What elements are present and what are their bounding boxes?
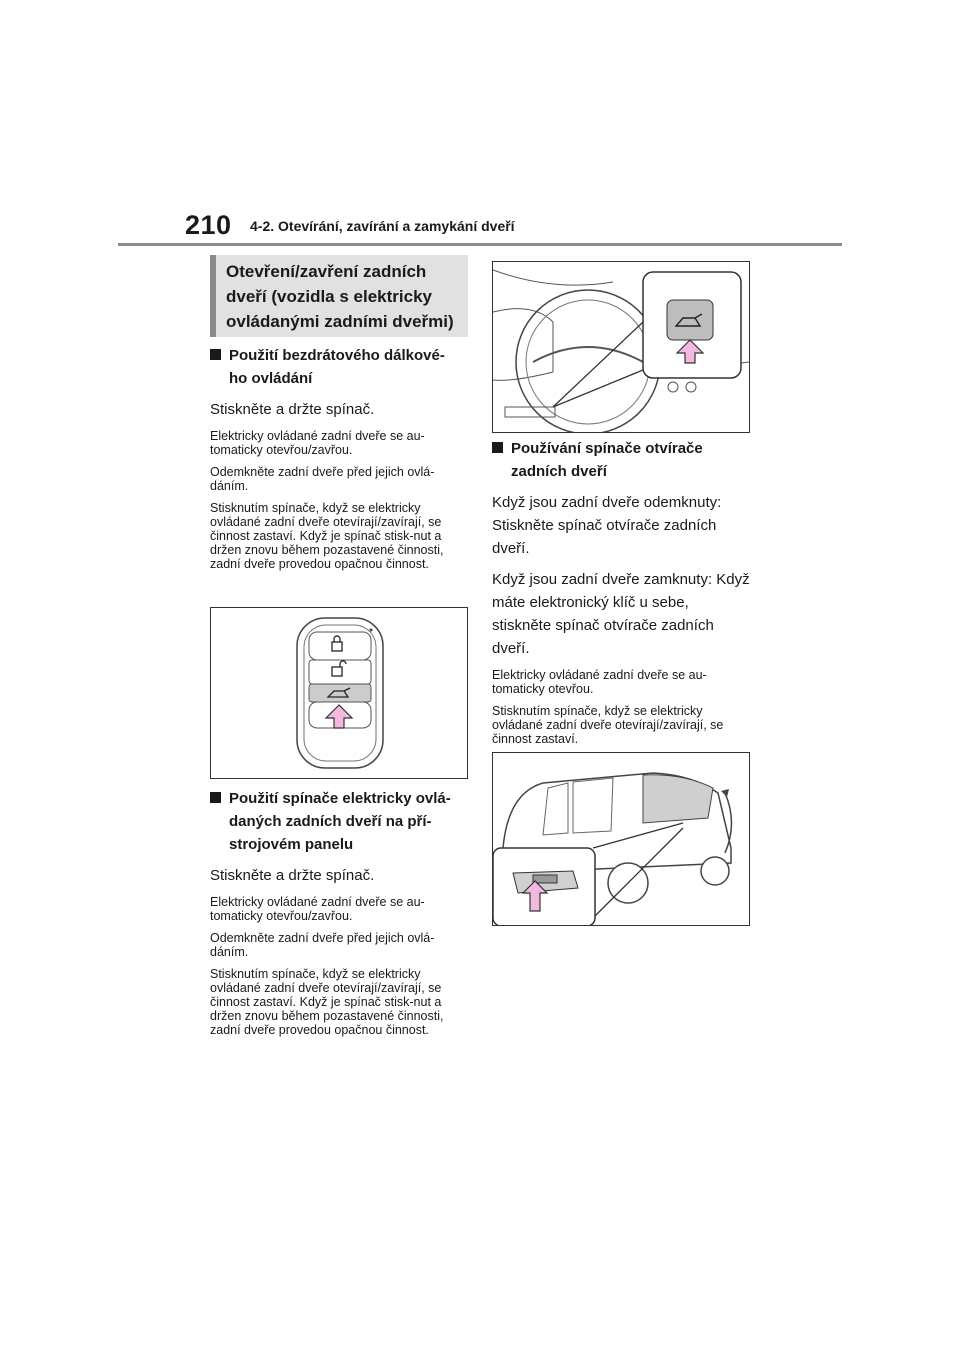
remote-heading-line: ho ovládání <box>229 370 313 387</box>
section-title-box <box>210 255 468 337</box>
bullet-square-icon <box>210 349 221 360</box>
chapter-title: 4-2. Otevírání, zavírání a zamykání dveří <box>250 218 515 234</box>
bullet-square-icon <box>210 792 221 803</box>
remote-note: Stisknutím spínače, když se elektricky ovládané zadní dveře otevírají/zavírají, se činnost zastaví. Když je spínač stisk-nut a držen znovu během pozastavené činnosti, zadní dveře provedou opačnou činnost. <box>210 501 444 571</box>
panel-note: Stisknutím spínače, když se elektricky ovládané zadní dveře otevírají/zavírají, se činnost zastaví. Když je spínač stisk-nut a držen znovu během pozastavené činnosti, zadní dveře provedou opačnou činnost. <box>210 967 444 1037</box>
panel-heading-line: strojovém panelu <box>229 836 354 853</box>
page-number: 210 <box>185 210 232 240</box>
remote-note: Odemkněte zadní dveře před jejich ovlá-dáním. <box>210 465 435 493</box>
panel-heading-line: daných zadních dveří na pří- <box>229 813 432 830</box>
section-title-line: ovládanými zadními dveřmi) <box>226 312 454 331</box>
section-title-line: dveří (vozidla s elektricky <box>226 287 432 306</box>
opener-heading-line: zadních dveří <box>511 463 607 480</box>
rear-door-figure <box>492 752 750 926</box>
panel-note: Odemkněte zadní dveře před jejich ovlá-dáním. <box>210 931 435 959</box>
right-column <box>492 437 750 754</box>
remote-heading <box>210 344 468 390</box>
key-fob-figure <box>210 607 468 779</box>
panel-heading-line: Použití spínače elektricky ovlá- <box>229 790 451 807</box>
opener-heading <box>492 437 750 483</box>
remote-lead: Stiskněte a držte spínač. <box>210 401 375 418</box>
bullet-square-icon <box>492 442 503 453</box>
opener-note: Stisknutím spínače, když se elektricky ovládané zadní dveře otevírají/zavírají, se činnost zastaví. <box>492 704 724 746</box>
remote-heading-line: Použití bezdrátového dálkové- <box>229 347 445 364</box>
section-title-line: Otevření/zavření zadních <box>226 262 427 281</box>
section-title <box>226 259 458 334</box>
opener-lead: Když jsou zadní dveře zamknuty: Když máte elektronický klíč u sebe, stiskněte spínač otvírače zadních dveří. <box>492 571 750 657</box>
panel-heading <box>210 787 468 856</box>
panel-lead: Stiskněte a držte spínač. <box>210 867 375 884</box>
left-column-lower <box>210 787 468 1045</box>
opener-lead: Když jsou zadní dveře odemknuty: Stiskněte spínač otvírače zadních dveří. <box>492 494 722 557</box>
panel-note: Elektricky ovládané zadní dveře se au-tomaticky otevřou/zavřou. <box>210 895 425 923</box>
header-rule <box>118 243 842 246</box>
remote-note: Elektricky ovládané zadní dveře se au-tomaticky otevřou/zavřou. <box>210 429 425 457</box>
opener-heading-line: Používání spínače otvírače <box>511 440 703 457</box>
left-column <box>210 344 468 579</box>
opener-note: Elektricky ovládané zadní dveře se au-tomaticky otevřou. <box>492 668 707 696</box>
dashboard-switch-figure <box>492 261 750 433</box>
